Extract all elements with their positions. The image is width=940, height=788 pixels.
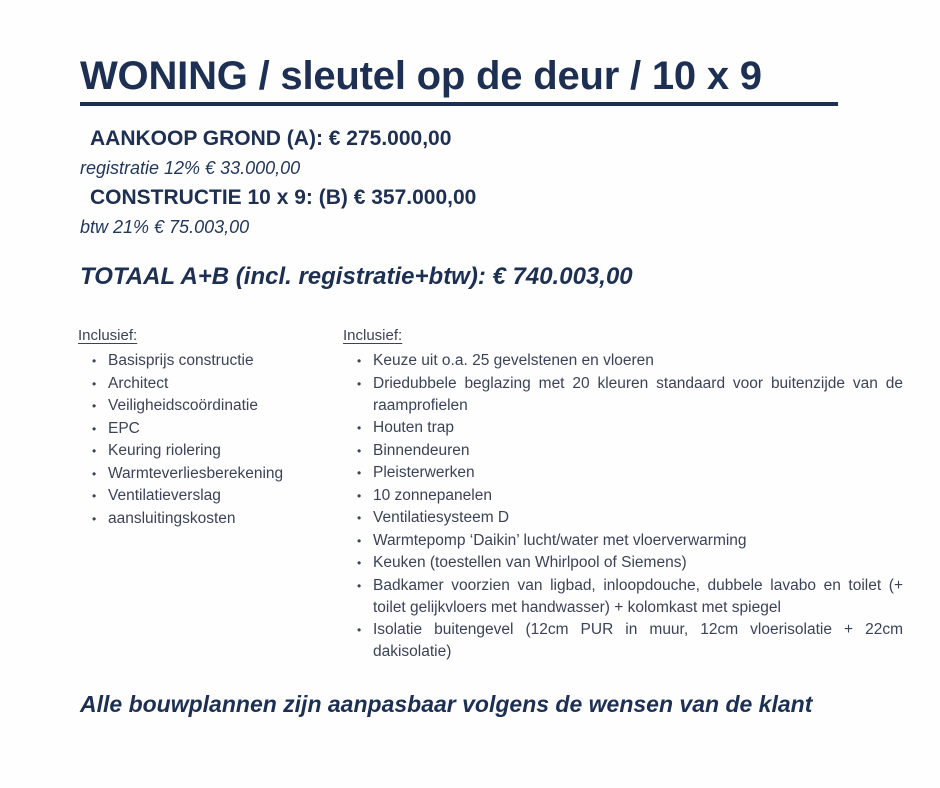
list-item: • Basisprijs constructie	[78, 350, 343, 372]
list-item: • 10 zonnepanelen	[343, 485, 903, 507]
title-underline-rule	[80, 102, 838, 106]
pricing-summary	[80, 124, 880, 292]
inclusions-right-heading: Inclusief:	[343, 327, 403, 344]
page-title: WONING / sleutel op de deur / 10 x 9	[80, 54, 762, 98]
list-item: • Warmteverliesberekening	[78, 463, 343, 485]
inclusions-right-list	[343, 350, 903, 663]
list-item: • Veiligheidscoördinatie	[78, 395, 343, 417]
price-land-purchase: AANKOOP GROND (A): € 275.000,00	[90, 127, 452, 150]
list-item: • Keuken (toestellen van Whirlpool of Siemens)	[343, 552, 903, 574]
price-total: TOTAAL A+B (incl. registratie+btw): € 740.003,00	[80, 263, 633, 290]
list-item: • Binnendeuren	[343, 440, 903, 462]
list-item: • Ventilatieverslag	[78, 485, 343, 507]
list-item: • Badkamer voorzien van ligbad, inloopdouche, dubbele lavabo en toilet (+ toilet gelijkvloers met handwasser) + kolomkast met spiegel	[343, 575, 903, 619]
footer-note: Alle bouwplannen zijn aanpasbaar volgens de wensen van de klant	[80, 691, 813, 717]
list-item: • Driedubbele beglazing met 20 kleuren standaard voor buitenzijde van de raamprofielen	[343, 373, 903, 417]
inclusions-left-heading: Inclusief:	[78, 327, 138, 344]
list-item: • aansluitingskosten	[78, 508, 343, 530]
list-item: • Ventilatiesysteem D	[343, 507, 903, 529]
inclusions-left-column	[78, 326, 343, 530]
list-item: • Isolatie buitengevel (12cm PUR in muur, 12cm vloerisolatie + 22cm dakisolatie)	[343, 619, 903, 663]
list-item: • Warmtepomp ‘Daikin’ lucht/water met vloerverwarming	[343, 530, 903, 552]
price-vat: btw 21% € 75.003,00	[80, 217, 250, 237]
price-construction: CONSTRUCTIE 10 x 9: (B) € 357.000,00	[90, 186, 477, 209]
list-item: • Architect	[78, 373, 343, 395]
inclusions-left-list	[78, 350, 343, 530]
list-item: • Houten trap	[343, 417, 903, 439]
list-item: • Keuze uit o.a. 25 gevelstenen en vloeren	[343, 350, 903, 372]
list-item: • Pleisterwerken	[343, 462, 903, 484]
inclusions-right-column	[343, 326, 903, 664]
list-item: • Keuring riolering	[78, 440, 343, 462]
inclusions-columns	[78, 326, 916, 664]
price-registration: registratie 12% € 33.000,00	[80, 158, 301, 178]
title-block	[80, 52, 870, 106]
list-item: • EPC	[78, 418, 343, 440]
